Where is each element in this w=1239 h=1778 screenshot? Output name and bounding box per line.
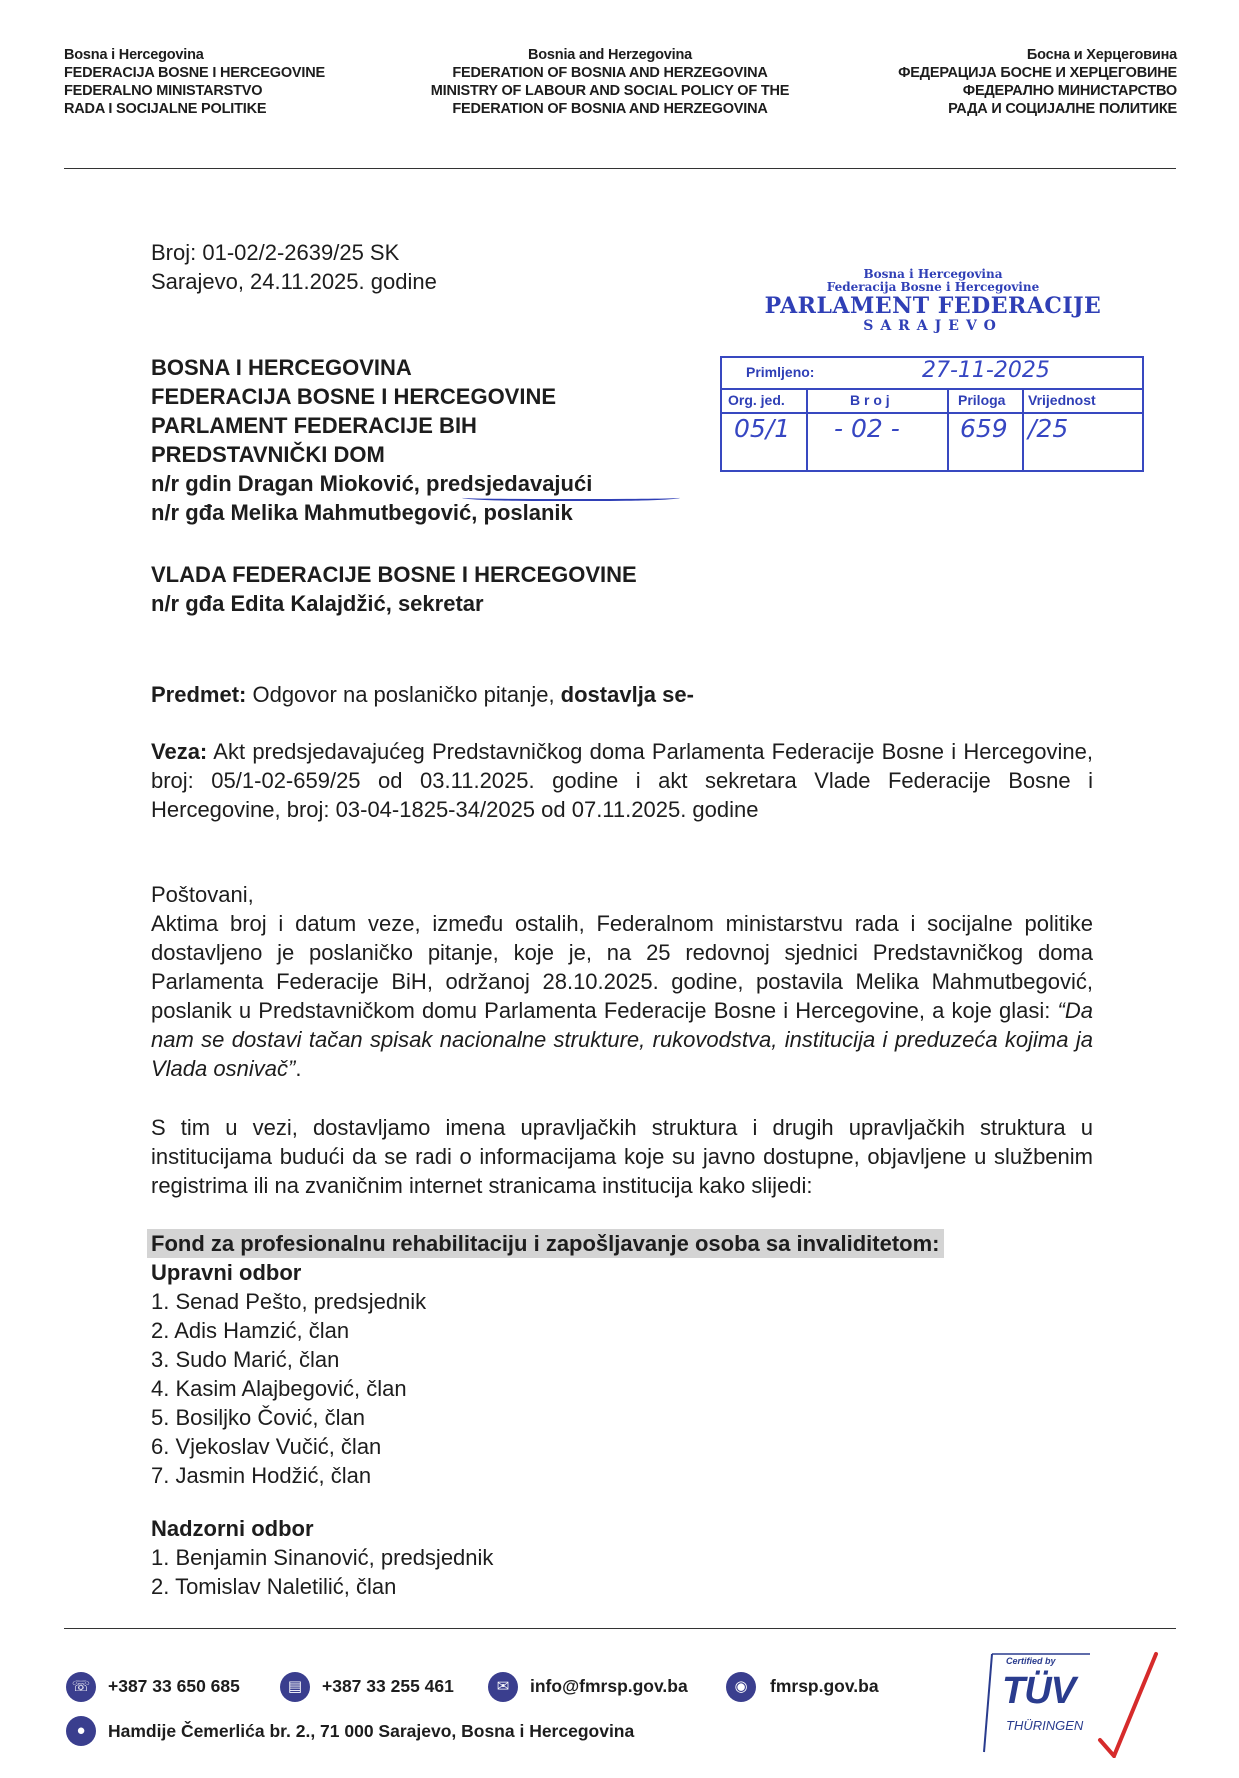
cert-brand: TÜV bbox=[1002, 1670, 1075, 1712]
recipient-line: n/r gđa Melika Mahmutbegović, poslanik bbox=[151, 500, 573, 525]
list-item: 6. Vjekoslav Vučić, član bbox=[151, 1434, 382, 1459]
stamp-line-4: SARAJEVO bbox=[863, 318, 1003, 334]
header-divider bbox=[64, 168, 1176, 169]
list-item: 2. Tomislav Naletilić, član bbox=[151, 1574, 397, 1599]
header-left bbox=[64, 46, 325, 118]
supervisory-title: Nadzorni odbor bbox=[151, 1516, 314, 1541]
board-title: Upravni odbor bbox=[151, 1260, 302, 1285]
connection-label: Veza: bbox=[151, 739, 208, 764]
cert-small-text: Certified by bbox=[1006, 1656, 1056, 1666]
stamp-col-vrijednost: Vrijednost bbox=[1028, 392, 1096, 408]
cert-sub: THÜRINGEN bbox=[1006, 1718, 1084, 1733]
stamp-col-broj: B r o j bbox=[850, 392, 890, 408]
paragraph-question-quote: “Da nam se dostavi tačan spisak nacionalne strukture, rukovodstva, institucija i preduzeća kojima ja Vlada osnivač” bbox=[151, 998, 1093, 1081]
stamp-value-priloga: 659 bbox=[960, 414, 1008, 443]
subject-line bbox=[151, 680, 1093, 709]
list-item: 3. Sudo Marić, član bbox=[151, 1347, 340, 1372]
list-item: 7. Jasmin Hodžić, član bbox=[151, 1463, 372, 1488]
header-center-line: FEDERATION OF BOSNIA AND HERZEGOVINA bbox=[452, 101, 768, 117]
stamp-col-org: Org. jed. bbox=[728, 392, 785, 408]
list-item: 4. Kasim Alajbegović, član bbox=[151, 1376, 407, 1401]
header-center-line: FEDERATION OF BOSNIA AND HERZEGOVINA bbox=[452, 65, 768, 81]
subject-label: Predmet: bbox=[151, 682, 247, 707]
header-left-line: FEDERALNO MINISTARSTVO bbox=[64, 83, 263, 99]
email-icon: ✉ bbox=[488, 1672, 518, 1702]
recipients-group-1 bbox=[151, 353, 1093, 527]
connection-paragraph bbox=[151, 737, 1093, 824]
subject-bold-end: dostavlja se- bbox=[560, 682, 694, 707]
header-right-line: ФЕДЕРАЦИЈА БОСНЕ И ХЕРЦЕГОВИНЕ bbox=[898, 65, 1177, 81]
stamp-value-broj: - 02 - bbox=[834, 414, 900, 443]
fund-title: Fond za profesionalnu rehabilitaciju i zapošljavanje osoba sa invaliditetom: bbox=[147, 1229, 944, 1258]
footer-website[interactable]: fmrsp.gov.ba bbox=[770, 1676, 879, 1696]
paragraph-question-text: Aktima broj i datum veze, između ostalih, Federalnom ministarstvu rada i socijalne politike dostavljeno je poslaničko pitanje, koje je, na 25 redovnoj sjednici Predstavničkog doma Parlamenta Federacije BiH, održanoj 28.10.2025. godine, postavila Melika Mahmutbegović, poslanik u Predstavničkom domu Parlamenta Federacije Bosne i Hercegovine, a koje glasi: bbox=[151, 911, 1093, 1023]
recipient-line: n/r gdin Dragan Mioković, predsjedavajući bbox=[151, 471, 593, 496]
stamp-received-label: Primljeno: bbox=[746, 364, 815, 380]
header-left-line: RADA I SOCIJALNE POLITIKE bbox=[64, 101, 267, 117]
list-item: 2. Adis Hamzić, član bbox=[151, 1318, 350, 1343]
stamp-value-vrijednost: /25 bbox=[1028, 414, 1069, 443]
paragraph-response: S tim u vezi, dostavljamo imena upravljačkih struktura i drugih upravljačkih struktura u institucijama budući da se radi o informacijama koje su javno dostupne, objavljene u službenim registrima ili na zvaničnim internet stranicama institucija kako slijedi: bbox=[151, 1115, 1093, 1198]
footer-phone-1: +387 33 650 685 bbox=[108, 1676, 240, 1696]
header-center-line: MINISTRY OF LABOUR AND SOCIAL POLICY OF THE bbox=[430, 83, 790, 99]
header-right bbox=[898, 46, 1177, 118]
stamp-col-priloga: Priloga bbox=[958, 392, 1006, 408]
greeting: Poštovani, bbox=[151, 882, 254, 907]
footer-phone-2: +387 33 255 461 bbox=[322, 1676, 454, 1696]
recipient-line: FEDERACIJA BOSNE I HERCEGOVINE bbox=[151, 384, 557, 409]
header-center bbox=[380, 46, 840, 118]
footer-address: Hamdije Čemerlića br. 2., 71 000 Sarajevo, Bosna i Hercegovina bbox=[108, 1721, 635, 1741]
list-item: 1. Benjamin Sinanović, predsjednik bbox=[151, 1545, 494, 1570]
stamp-received-date: 27-11-2025 bbox=[922, 358, 1050, 383]
connection-text: Akt predsjedavajućeg Predstavničkog doma Parlamenta Federacije Bosne i Hercegovine, broj: 05/1-02-659/25 od 03.11.2025. godine i akt sekretara Vlade Federacije Bosne i Hercegovine, broj: 03-04-1825-34/2025 od 07.11.2025. godine bbox=[151, 739, 1093, 822]
reference-place-date: Sarajevo, 24.11.2025. godine bbox=[151, 269, 437, 294]
phone-icon: ☏ bbox=[66, 1672, 96, 1702]
handwritten-underline bbox=[462, 493, 680, 501]
stamp-line-1: Bosna i Hercegovina bbox=[863, 267, 1003, 281]
subject-text: Odgovor na poslaničko pitanje, bbox=[246, 682, 561, 707]
header-right-line: ФЕДЕРАЛНО МИНИСТАРСТВО bbox=[962, 83, 1177, 99]
header-center-line: Bosnia and Herzegovina bbox=[528, 47, 692, 63]
receipt-stamp bbox=[720, 267, 1146, 443]
stamp-line-3: PARLAMENT FEDERACIJE bbox=[764, 293, 1102, 319]
recipient-line: n/r gđa Edita Kalajdžić, sekretar bbox=[151, 591, 484, 616]
header-right-line: РАДА И СОЦИЈАЛНЕ ПОЛИТИКЕ bbox=[948, 101, 1177, 117]
globe-icon: ◉ bbox=[726, 1672, 756, 1702]
footer-divider bbox=[64, 1628, 1176, 1629]
header-left-line: FEDERACIJA BOSNE I HERCEGOVINE bbox=[64, 65, 325, 81]
recipients-group-2 bbox=[151, 560, 1093, 618]
header-left-line: Bosna i Hercegovina bbox=[64, 47, 204, 63]
list-item: 5. Bosiljko Čović, član bbox=[151, 1405, 365, 1430]
header-right-line: Босна и Херцеговина bbox=[1026, 47, 1177, 63]
paragraph-question bbox=[151, 909, 1093, 1083]
recipient-line: PARLAMENT FEDERACIJE BIH bbox=[151, 413, 477, 438]
footer-email[interactable]: info@fmrsp.gov.ba bbox=[530, 1676, 688, 1696]
paragraph-question-end: . bbox=[295, 1056, 302, 1081]
location-icon: ● bbox=[66, 1716, 96, 1746]
stamp-value-org: 05/1 bbox=[734, 414, 791, 443]
checkmark-icon bbox=[1100, 1654, 1156, 1756]
list-item: 1. Senad Pešto, predsjednik bbox=[151, 1289, 427, 1314]
stamp-line-2: Federacija Bosne i Hercegovine bbox=[826, 280, 1040, 294]
recipient-line: PREDSTAVNIČKI DOM bbox=[151, 442, 385, 467]
recipient-line: VLADA FEDERACIJE BOSNE I HERCEGOVINE bbox=[151, 562, 637, 587]
fax-icon: ▤ bbox=[280, 1672, 310, 1702]
recipient-line: BOSNA I HERCEGOVINA bbox=[151, 355, 412, 380]
tuv-certification-logo bbox=[980, 1648, 1176, 1758]
reference-number: Broj: 01-02/2-2639/25 SK bbox=[151, 240, 400, 265]
fund-section bbox=[151, 1229, 1093, 1601]
